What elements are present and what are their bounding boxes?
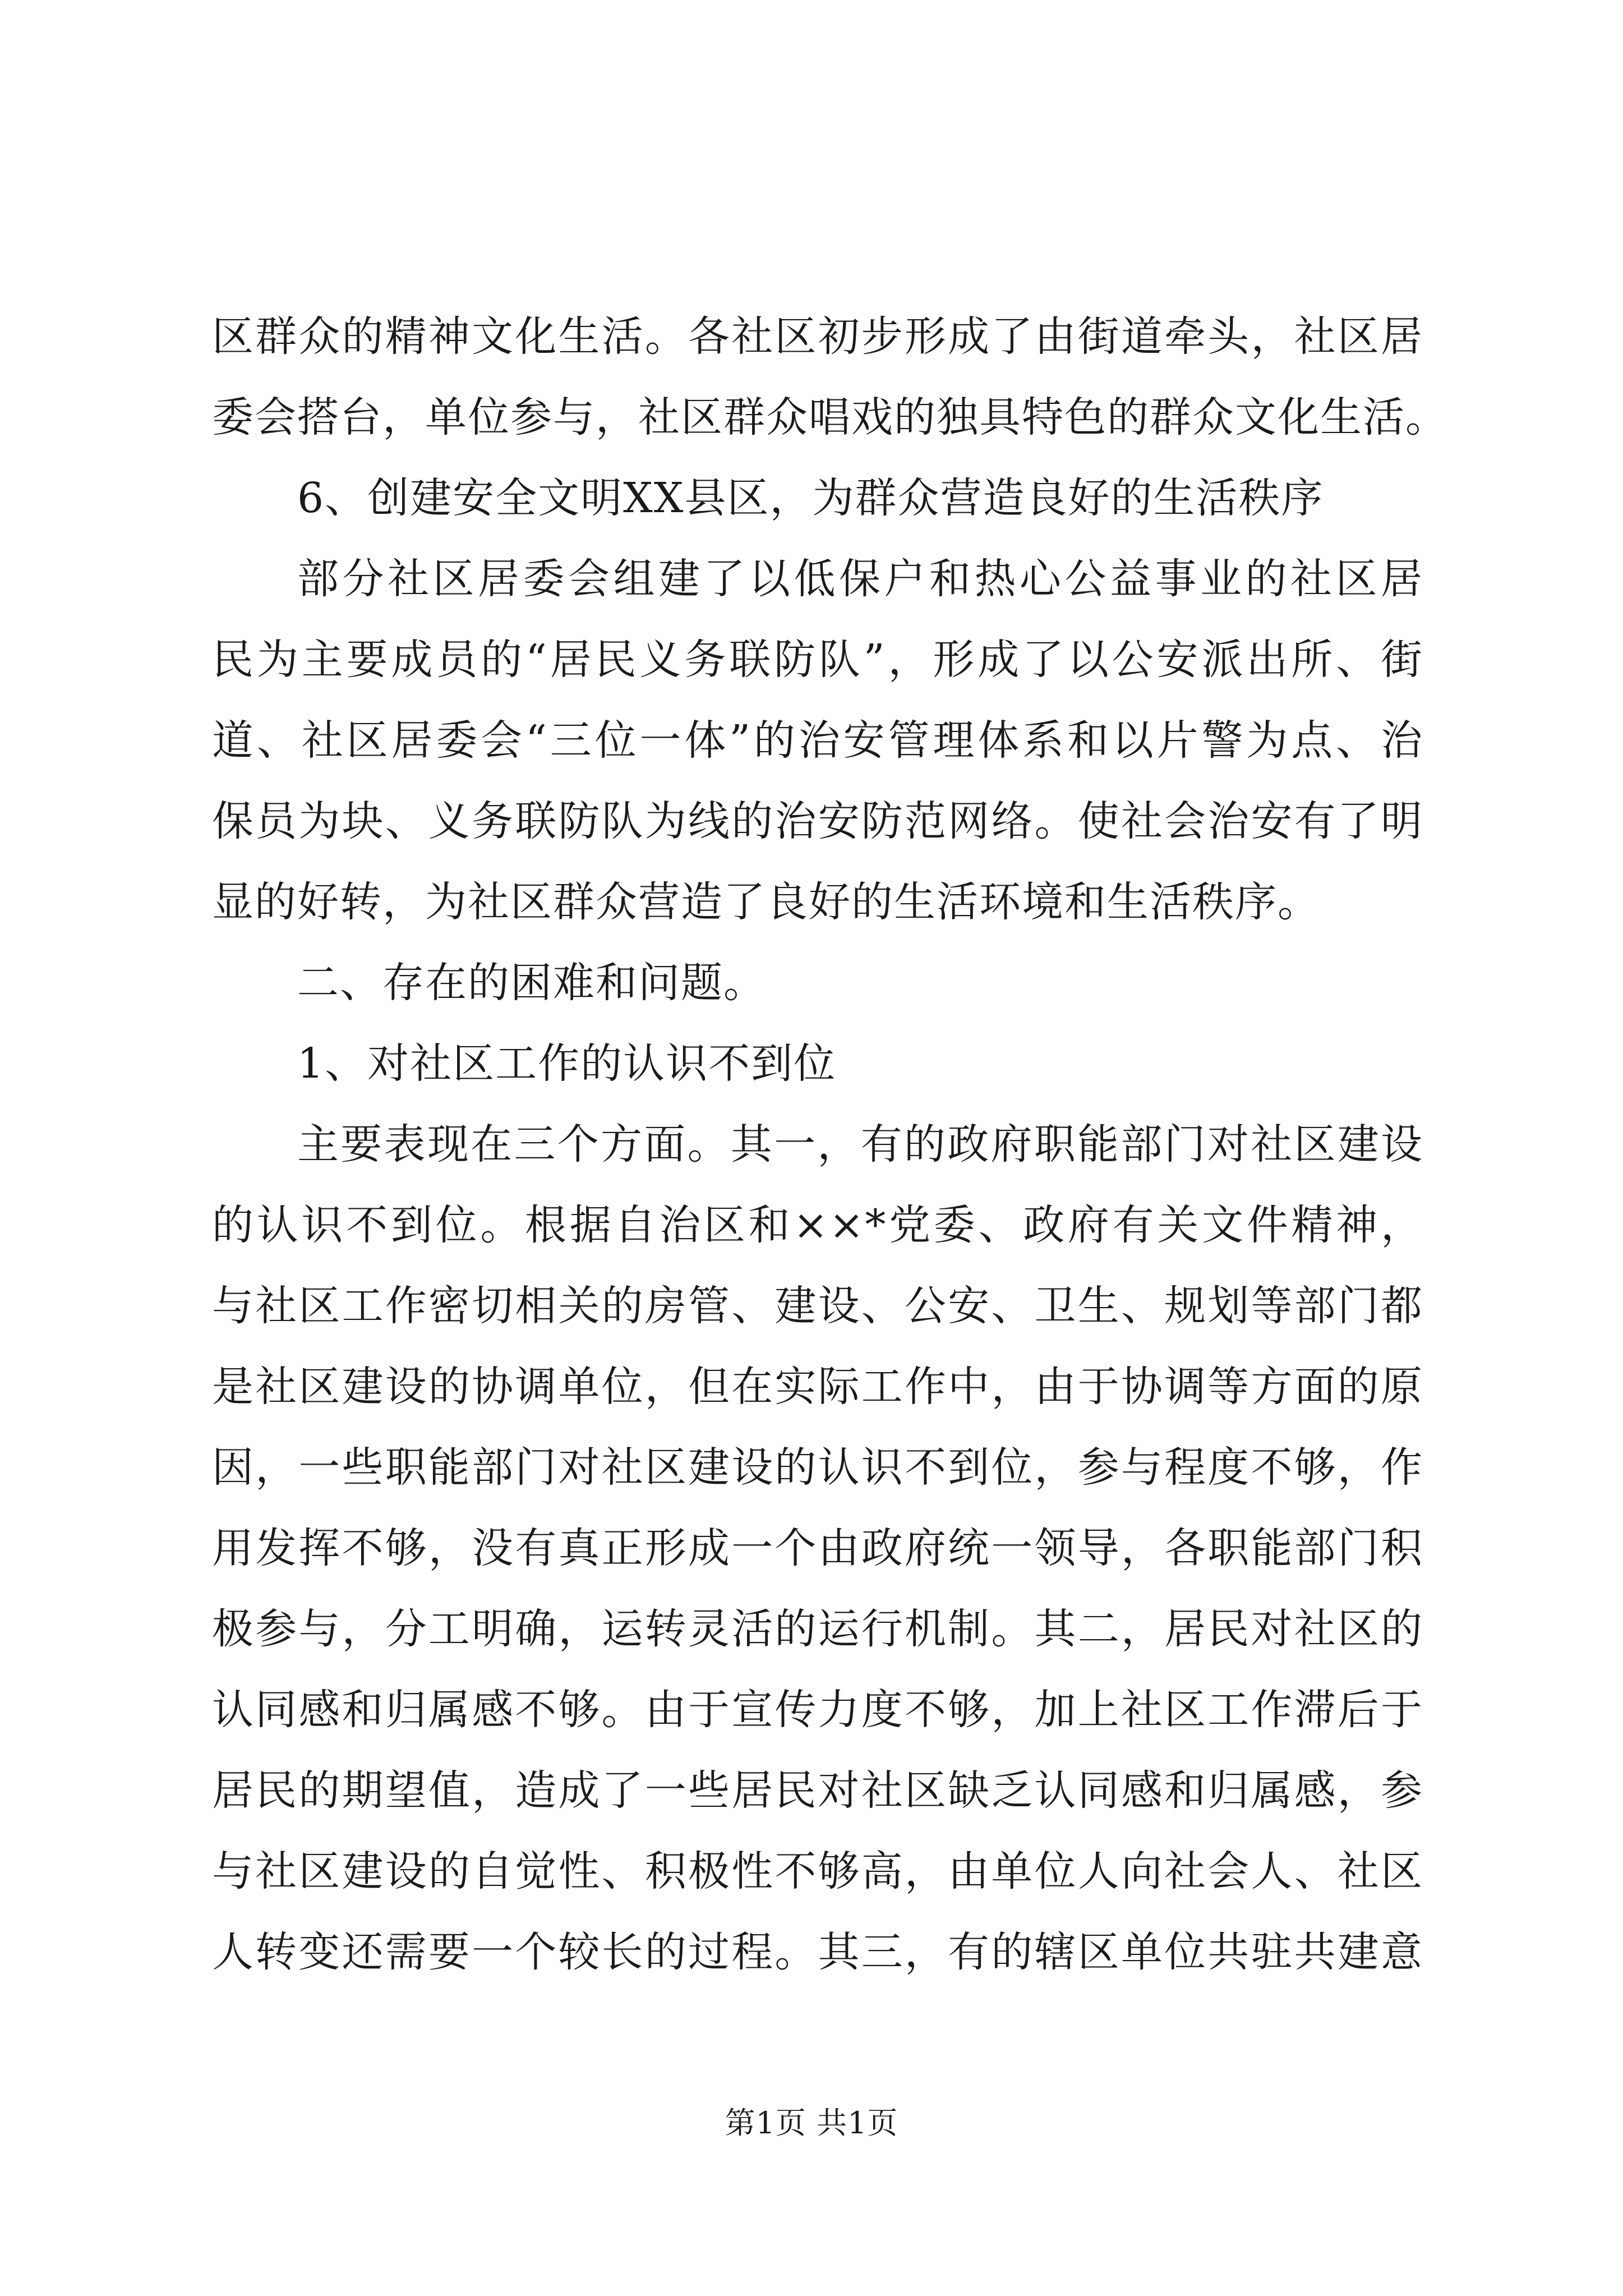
body-text-line: 道、社区居委会“三位一体”的治安管理体系和以片警为点、治 xyxy=(212,716,1423,765)
body-text-line: 保员为块、义务联防队为线的治安防范网络。使社会治安有了明 xyxy=(212,797,1423,845)
body-text-line: 认同感和归属感不够。由于宣传力度不够，加上社区工作滞后于 xyxy=(212,1686,1423,1734)
body-text-line: 与社区建设的自觉性、积极性不够高，由单位人向社会人、社区 xyxy=(212,1847,1423,1895)
body-text-line: 委会搭台，单位参与，社区群众唱戏的独具特色的群众文化生活。 xyxy=(212,393,1448,441)
section-heading: 二、存在的困难和问题。 xyxy=(297,959,766,1007)
body-text-line: 用发挥不够，没有真正形成一个由政府统一领导，各职能部门积 xyxy=(212,1524,1423,1572)
body-text-line: 民为主要成员的“居民义务联防队”，形成了以公安派出所、街 xyxy=(212,636,1423,684)
body-text-line: 因，一些职能部门对社区建设的认识不到位，参与程度不够，作 xyxy=(212,1443,1423,1492)
body-text-line: 的认识不到位。根据自治区和××*党委、政府有关文件精神， xyxy=(212,1201,1423,1249)
body-text-line: 极参与，分工明确，运转灵活的运行机制。其二，居民对社区的 xyxy=(212,1605,1423,1653)
body-text-line: 区群众的精神文化生活。各社区初步形成了由街道牵头，社区居 xyxy=(212,312,1423,361)
body-text-line: 与社区工作密切相关的房管、建设、公安、卫生、规划等部门都 xyxy=(212,1282,1423,1330)
body-text-line: 是社区建设的协调单位，但在实际工作中，由于协调等方面的原 xyxy=(212,1363,1423,1411)
section-heading: 1、对社区工作的认识不到位 xyxy=(297,1039,837,1088)
body-text-line: 居民的期望值，造成了一些居民对社区缺乏认同感和归属感，参 xyxy=(212,1766,1423,1815)
page-footer: 第1页 共1页 xyxy=(725,2105,898,2141)
body-text-line: 部分社区居委会组建了以低保户和热心公益事业的社区居 xyxy=(297,555,1423,603)
body-text-line: 人转变还需要一个较长的过程。其三，有的辖区单位共驻共建意 xyxy=(212,1928,1423,1976)
section-heading: 6、创建安全文明XX县区，为群众营造良好的生活秩序 xyxy=(297,474,1324,522)
body-text-line: 显的好转，为社区群众营造了良好的生活环境和生活秩序。 xyxy=(212,878,1320,926)
body-text-line: 主要表现在三个方面。其一，有的政府职能部门对社区建设 xyxy=(297,1120,1423,1168)
